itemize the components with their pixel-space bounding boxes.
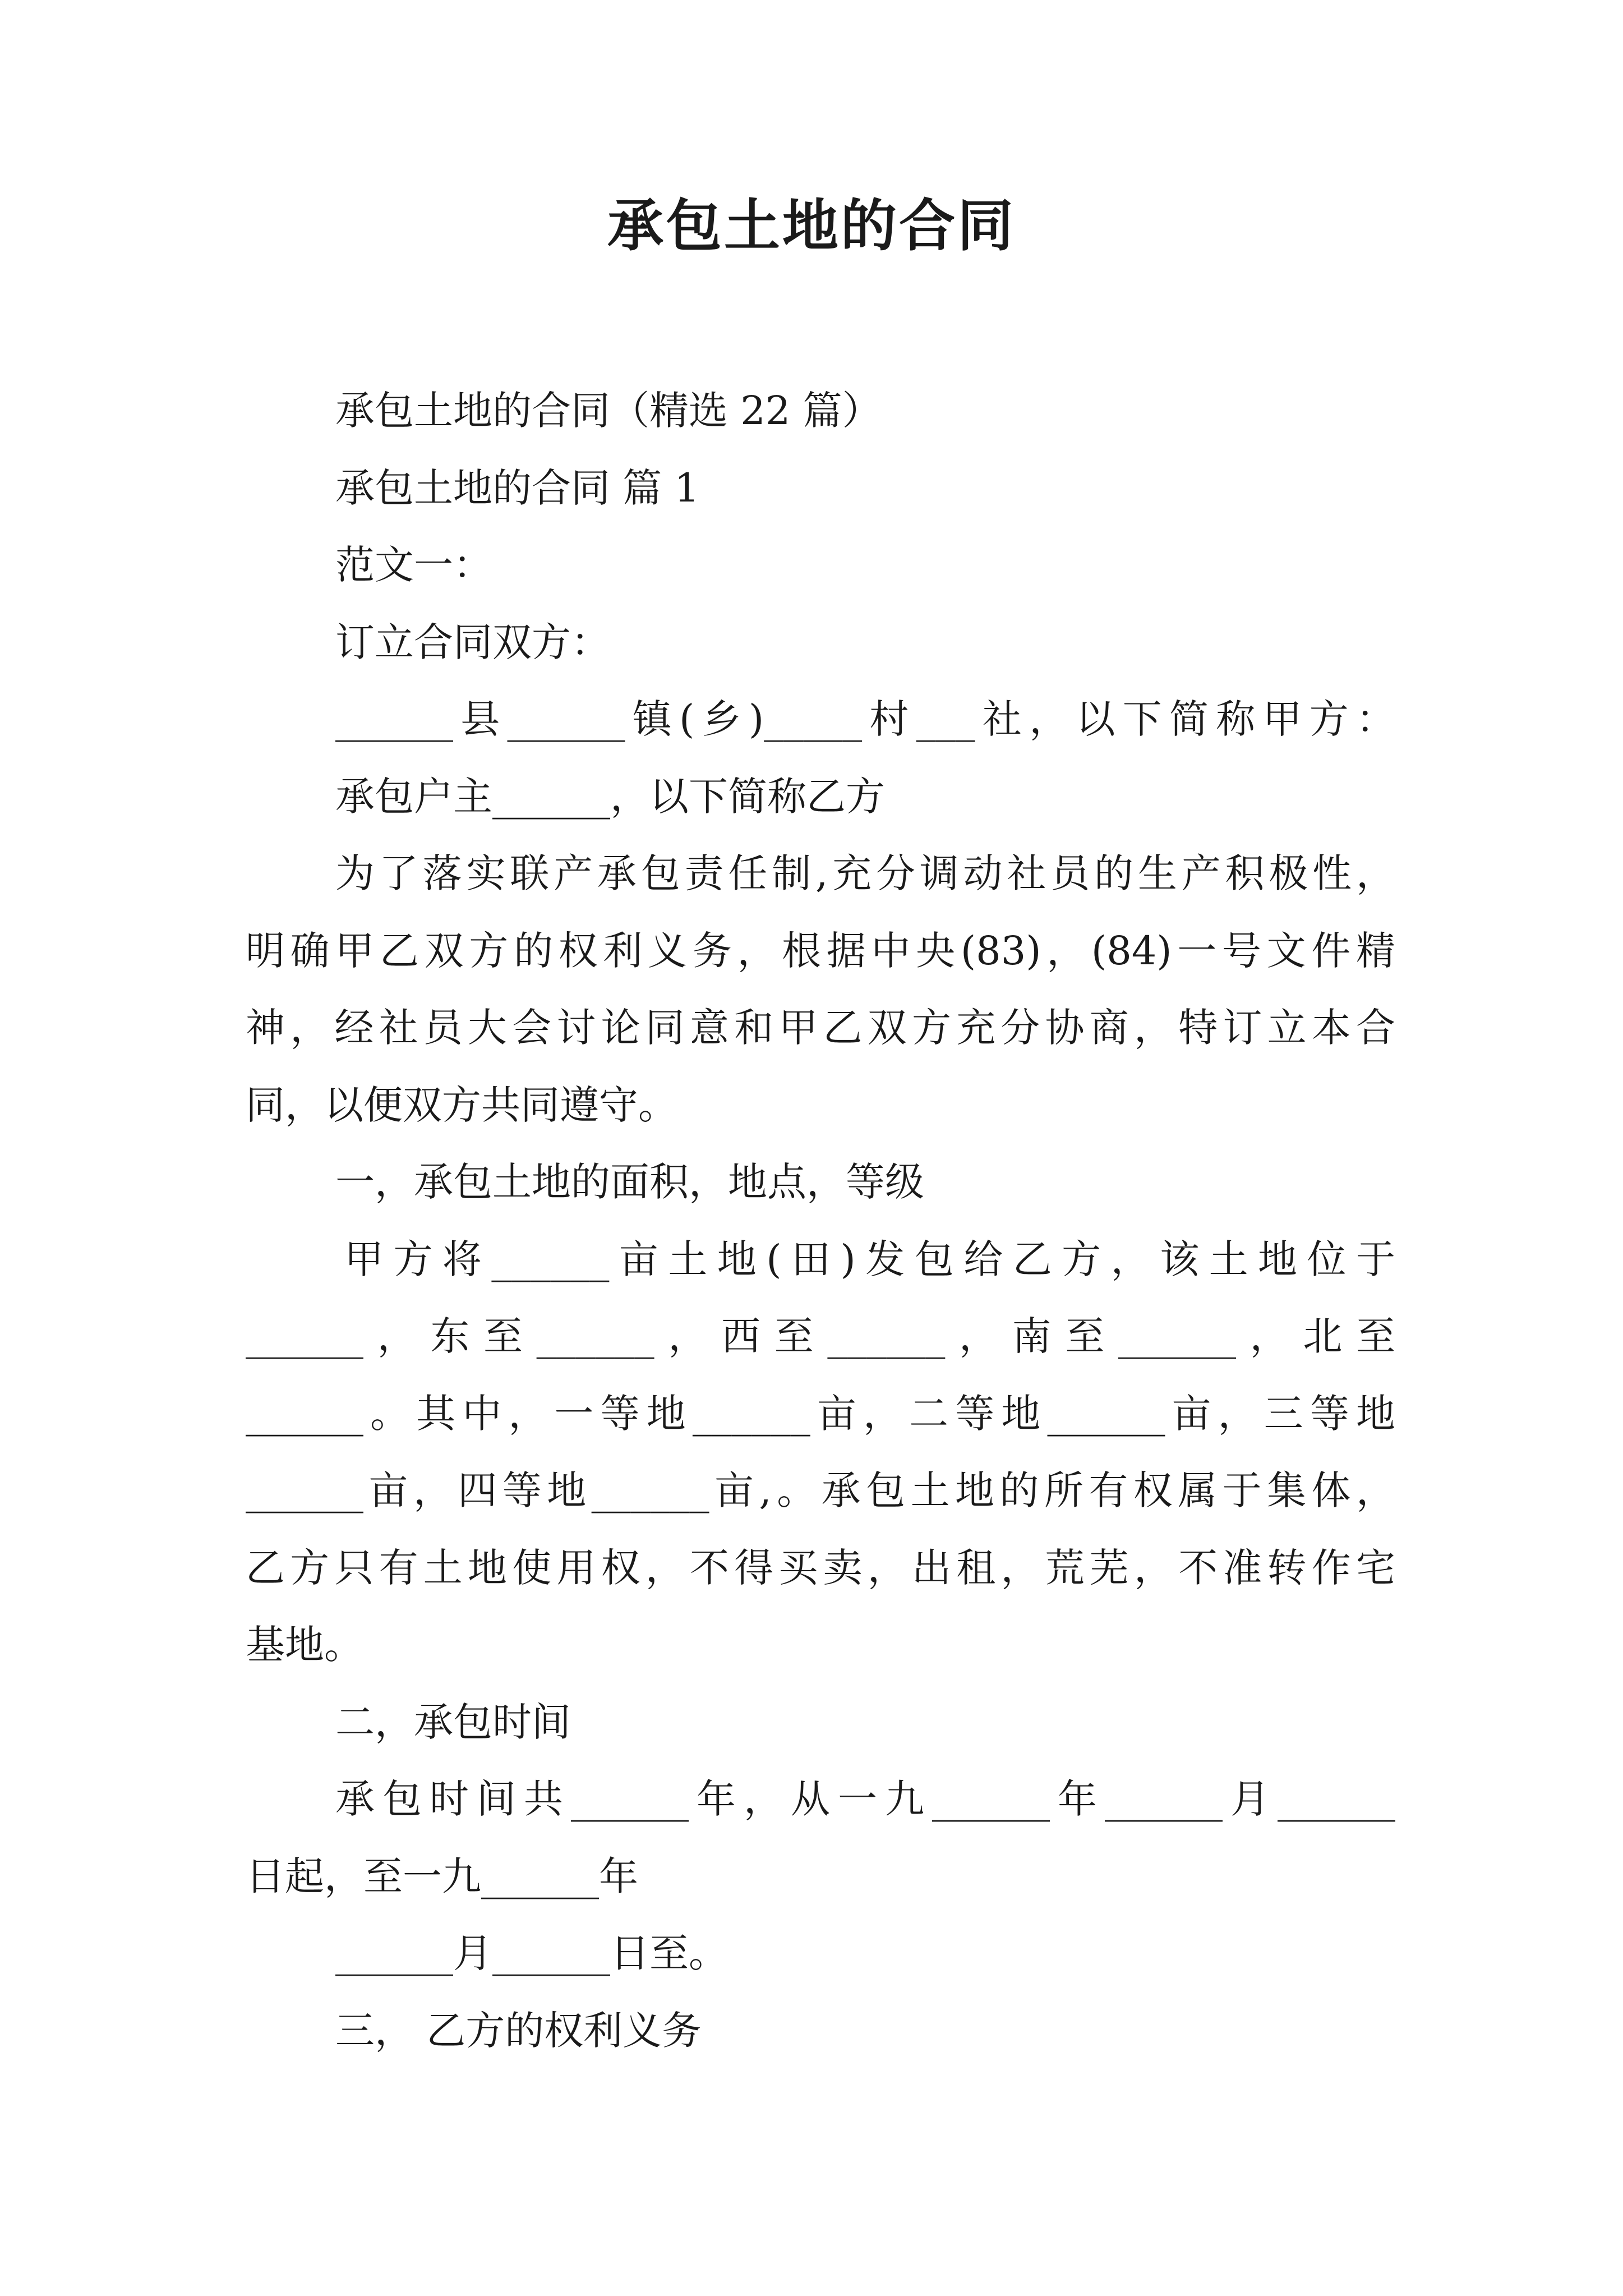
paragraph-line: 日起，至一九______年 — [246, 1853, 638, 1899]
paragraph-line: 甲方将______亩土地(田)发包给乙方，该土地位于 — [344, 1236, 1395, 1282]
paragraph-line: 神，经社员大会讨论同意和甲乙双方充分协商，特订立本合 — [246, 1005, 1395, 1051]
paragraph-line: 基地。 — [246, 1622, 363, 1668]
document-body — [246, 372, 1395, 2069]
clause-heading: 二，承包时间 — [335, 1699, 571, 1745]
document-title: 承包土地的合同 — [607, 192, 1016, 259]
paragraph-line: 乙方只有土地使用权，不得买卖，出租，荒芜，不准转作宅 — [246, 1544, 1395, 1591]
sample-label: 范文一： — [335, 542, 492, 588]
collection-heading: 承包土地的合同（精选 22 篇） — [335, 388, 882, 434]
paragraph-line: 同，以便双方共同遵守。 — [246, 1082, 677, 1128]
paragraph-line: ______月______日至。 — [335, 1930, 728, 1976]
clause-heading: 三， 乙方的权利义务 — [335, 2007, 702, 2054]
paragraph-line: 承包时间共______年，从一九______年______月______ — [335, 1776, 1395, 1822]
party-a-line: ______县______镇(乡)_____村___社，以下简称甲方： — [335, 696, 1395, 742]
section-heading: 承包土地的合同 篇 1 — [335, 464, 700, 511]
paragraph-line: ______，东至______，西至______，南至______，北至 — [246, 1313, 1395, 1359]
paragraph-line: ______。其中，一等地______亩，二等地______亩，三等地 — [246, 1390, 1395, 1437]
party-b-line: 承包户主______，以下简称乙方 — [335, 773, 885, 820]
paragraph-line: 为了落实联产承包责任制,充分调动社员的生产积极性， — [335, 850, 1395, 896]
paragraph-line: ______亩，四等地______亩,。承包土地的所有权属于集体， — [246, 1467, 1395, 1513]
paragraph-line: 明确甲乙双方的权利义务，根据中央(83)，(84)一号文件精 — [246, 927, 1395, 974]
clause-heading: 一，承包土地的面积，地点，等级 — [335, 1159, 924, 1205]
parties-label: 订立合同双方： — [335, 619, 610, 665]
